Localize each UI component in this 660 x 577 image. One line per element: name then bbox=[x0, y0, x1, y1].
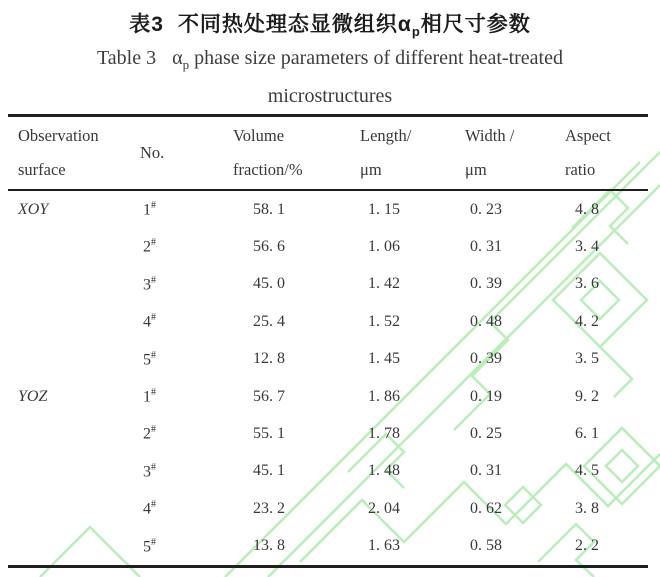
column-header-observation-surface bbox=[8, 116, 140, 191]
hash-superscript: # bbox=[151, 386, 156, 398]
table-number-zh: 表3 bbox=[129, 13, 164, 36]
width-cell: 0. 62 bbox=[470, 499, 502, 517]
volume-fraction-cell: 58. 1 bbox=[253, 200, 285, 218]
width-cell: 0. 19 bbox=[470, 387, 502, 405]
volume-fraction-cell: 56. 7 bbox=[253, 387, 285, 405]
length-cell: 1. 86 bbox=[368, 387, 400, 405]
table-row bbox=[8, 415, 648, 452]
table-title-zh bbox=[0, 8, 660, 39]
sample-no-cell bbox=[140, 378, 232, 415]
observation-surface-cell: XOY bbox=[18, 200, 49, 218]
hash-superscript: # bbox=[151, 349, 156, 361]
header-row bbox=[8, 116, 648, 191]
length-cell: 1. 42 bbox=[368, 275, 400, 293]
table-title-en bbox=[0, 47, 660, 73]
length-cell: 1. 06 bbox=[368, 238, 400, 256]
sample-no-cell bbox=[140, 303, 232, 340]
table-row bbox=[8, 190, 648, 228]
sample-no: 5 bbox=[143, 537, 151, 555]
volume-fraction-cell: 12. 8 bbox=[253, 350, 285, 368]
header-line: No. bbox=[140, 143, 165, 162]
header-line: μm bbox=[465, 160, 487, 179]
data-table bbox=[8, 114, 648, 568]
length-cell: 1. 78 bbox=[368, 425, 400, 443]
length-cell: 1. 52 bbox=[368, 312, 400, 330]
table-title-en-text: phase size parameters of different heat-treated bbox=[189, 47, 563, 69]
aspect-ratio-cell: 3. 4 bbox=[575, 238, 599, 256]
aspect-ratio-cell: 3. 5 bbox=[575, 350, 599, 368]
width-cell: 0. 39 bbox=[470, 275, 502, 293]
hash-superscript: # bbox=[151, 200, 156, 212]
volume-fraction-cell: 45. 1 bbox=[253, 462, 285, 480]
observation-surface-cell bbox=[8, 228, 140, 265]
header-line: surface bbox=[18, 160, 66, 179]
alpha-subscript-en: p bbox=[182, 57, 190, 72]
volume-fraction-cell: 55. 1 bbox=[253, 425, 285, 443]
volume-fraction-cell: 56. 6 bbox=[253, 238, 285, 256]
sample-no: 4 bbox=[143, 500, 151, 518]
sample-no-cell bbox=[140, 528, 232, 567]
aspect-ratio-cell: 4. 2 bbox=[575, 312, 599, 330]
observation-surface-cell bbox=[8, 415, 140, 452]
observation-surface-cell bbox=[8, 453, 140, 490]
sample-no: 3 bbox=[143, 276, 151, 294]
width-cell: 0. 23 bbox=[470, 200, 502, 218]
sample-no: 3 bbox=[143, 463, 151, 481]
hash-superscript: # bbox=[151, 499, 156, 511]
observation-surface-cell: YOZ bbox=[18, 387, 48, 405]
width-cell: 0. 58 bbox=[470, 537, 502, 555]
hash-superscript: # bbox=[151, 312, 156, 324]
table-body bbox=[8, 190, 648, 566]
volume-fraction-cell: 25. 4 bbox=[253, 312, 285, 330]
length-cell: 1. 48 bbox=[368, 462, 400, 480]
data-table-wrapper bbox=[8, 114, 648, 568]
table-row bbox=[8, 266, 648, 303]
sample-no: 2 bbox=[143, 238, 151, 256]
table-row bbox=[8, 228, 648, 265]
aspect-ratio-cell: 3. 6 bbox=[575, 275, 599, 293]
header-line: fraction/% bbox=[233, 160, 303, 179]
aspect-ratio-cell: 4. 8 bbox=[575, 200, 599, 218]
aspect-ratio-cell: 9. 2 bbox=[575, 387, 599, 405]
length-cell: 1. 45 bbox=[368, 350, 400, 368]
sample-no: 2 bbox=[143, 425, 151, 443]
aspect-ratio-cell: 6. 1 bbox=[575, 425, 599, 443]
header-line: Volume bbox=[233, 126, 285, 145]
width-cell: 0. 31 bbox=[470, 462, 502, 480]
table-row bbox=[8, 378, 648, 415]
sample-no: 4 bbox=[143, 313, 151, 331]
sample-no-cell bbox=[140, 453, 232, 490]
header-line: Observation bbox=[18, 126, 99, 145]
table-row bbox=[8, 303, 648, 340]
width-cell: 0. 25 bbox=[470, 425, 502, 443]
column-header-length bbox=[360, 116, 465, 191]
table-title-zh-text: 不同热处理态显微组织α bbox=[177, 13, 412, 36]
aspect-ratio-cell: 2. 2 bbox=[575, 537, 599, 555]
sample-no-cell bbox=[140, 415, 232, 452]
aspect-ratio-cell: 3. 8 bbox=[575, 499, 599, 517]
table-header bbox=[8, 116, 648, 191]
column-header-width bbox=[465, 116, 565, 191]
width-cell: 0. 48 bbox=[470, 312, 502, 330]
length-cell: 1. 63 bbox=[368, 537, 400, 555]
hash-superscript: # bbox=[151, 237, 156, 249]
hash-superscript: # bbox=[151, 536, 156, 548]
table-row bbox=[8, 341, 648, 378]
observation-surface-cell bbox=[8, 266, 140, 303]
length-cell: 1. 15 bbox=[368, 200, 400, 218]
sample-no: 1 bbox=[143, 201, 151, 219]
table-row bbox=[8, 490, 648, 527]
width-cell: 0. 39 bbox=[470, 350, 502, 368]
sample-no-cell bbox=[140, 190, 232, 228]
sample-no-cell bbox=[140, 490, 232, 527]
aspect-ratio-cell: 4. 5 bbox=[575, 462, 599, 480]
column-header-no bbox=[140, 116, 232, 191]
hash-superscript: # bbox=[151, 424, 156, 436]
sample-no: 5 bbox=[143, 350, 151, 368]
sample-no-cell bbox=[140, 228, 232, 265]
volume-fraction-cell: 23. 2 bbox=[253, 499, 285, 517]
table-row bbox=[8, 528, 648, 567]
header-line: Length/ bbox=[360, 126, 412, 145]
table-title-en-line2: microstructures bbox=[267, 85, 393, 107]
sample-no-cell bbox=[140, 266, 232, 303]
observation-surface-cell bbox=[8, 490, 140, 527]
volume-fraction-cell: 45. 0 bbox=[253, 275, 285, 293]
observation-surface-cell bbox=[8, 341, 140, 378]
length-cell: 2. 04 bbox=[368, 499, 400, 517]
header-line: Aspect bbox=[565, 126, 611, 145]
column-header-volume-fraction bbox=[232, 116, 360, 191]
table-title-zh-suffix: 相尺寸参数 bbox=[420, 13, 531, 36]
column-header-aspect-ratio bbox=[565, 116, 648, 191]
observation-surface-cell bbox=[8, 303, 140, 340]
volume-fraction-cell: 13. 8 bbox=[253, 537, 285, 555]
width-cell: 0. 31 bbox=[470, 238, 502, 256]
header-line: ratio bbox=[565, 160, 596, 179]
header-line: μm bbox=[360, 160, 382, 179]
hash-superscript: # bbox=[151, 461, 156, 473]
header-line: Width / bbox=[465, 126, 515, 145]
alpha-subscript-zh: p bbox=[411, 24, 421, 40]
hash-superscript: # bbox=[151, 274, 156, 286]
sample-no: 1 bbox=[143, 388, 151, 406]
observation-surface-cell bbox=[8, 528, 140, 567]
table-number-en: Table 3 bbox=[96, 47, 157, 69]
sample-no-cell bbox=[140, 341, 232, 378]
alpha-symbol: α bbox=[172, 47, 183, 69]
table-row bbox=[8, 453, 648, 490]
